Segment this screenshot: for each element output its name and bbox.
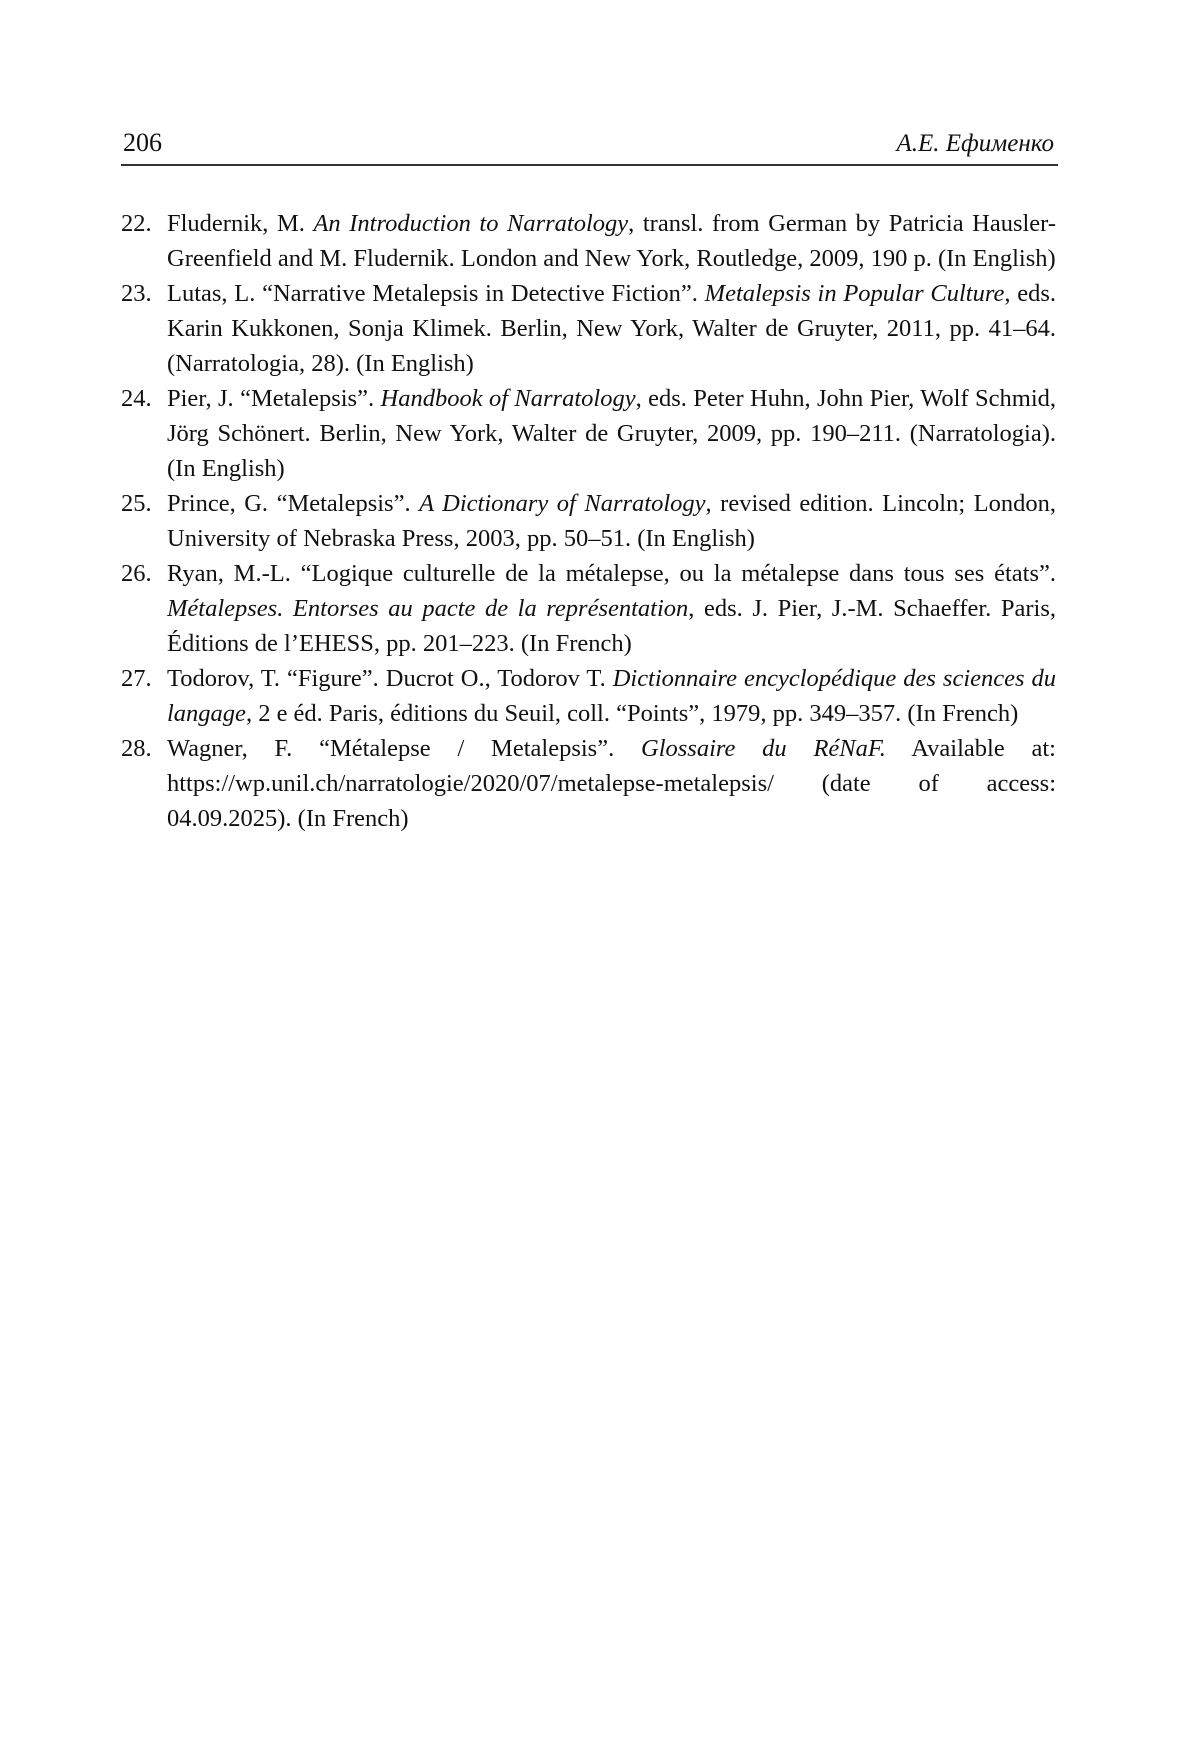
reference-text <box>167 490 1056 552</box>
reference-text <box>167 280 1056 377</box>
reference-title: A Dictionary of Narratology <box>419 490 706 517</box>
reference-title: Handbook of Narratology <box>380 385 636 412</box>
reference-segment: , revised edition. Lincoln; London, University of Nebraska Press, 2003, pp. 50–51. (In English) <box>167 490 1056 552</box>
reference-number: 27. <box>121 665 152 692</box>
reference-segment: Lutas, L. “Narrative Metalepsis in Detective Fiction”. <box>167 280 705 307</box>
reference-title: Metalepsis in Popular Culture <box>704 280 1005 307</box>
reference-segment: Wagner, F. “Métalepse / Metalepsis”. <box>167 735 641 762</box>
reference-number: 22. <box>121 210 152 237</box>
reference-segment: , eds. J. Pier, J.-M. Schaeffer. Paris, Éditions de l’EHESS, pp. 201–223. (In French) <box>167 595 1056 657</box>
reference-segment: , 2 e éd. Paris, éditions du Seuil, coll. “Points”, 1979, pp. 349–357. (In French) <box>245 700 1019 727</box>
reference-number: 26. <box>121 560 152 587</box>
page-number: 206 <box>123 128 162 157</box>
reference-item <box>121 661 1056 731</box>
reference-item <box>121 731 1056 836</box>
reference-item <box>121 556 1056 661</box>
reference-title: Métalepses. Entorses au pacte de la représentation <box>167 595 689 622</box>
reference-text <box>167 665 1056 727</box>
reference-text <box>167 210 1056 272</box>
reference-item <box>121 206 1056 276</box>
reference-segment: Prince, G. “Metalepsis”. <box>167 490 420 517</box>
reference-segment: Ryan, M.-L. “Logique culturelle de la métalepse, ou la métalepse dans tous ses états”. <box>167 560 1056 587</box>
reference-title: Glossaire du RéNaF. <box>641 735 886 762</box>
reference-text <box>167 385 1056 482</box>
reference-segment: Todorov, T. “Figure”. Ducrot O., Todorov T. <box>167 665 613 692</box>
running-header <box>121 124 1058 166</box>
reference-segment: Pier, J. “Metalepsis”. <box>167 385 381 412</box>
reference-title: Dictionnaire encyclopédique des sciences du langage <box>167 665 1056 727</box>
reference-text <box>167 735 1056 832</box>
reference-item <box>121 486 1056 556</box>
reference-item <box>121 381 1056 486</box>
reference-number: 23. <box>121 280 152 307</box>
reference-item <box>121 276 1056 381</box>
reference-text <box>167 560 1056 657</box>
reference-number: 24. <box>121 385 152 412</box>
reference-title: An Introduction to Narratology <box>313 210 629 237</box>
reference-segment: , eds. Peter Huhn, John Pier, Wolf Schmid, Jörg Schönert. Berlin, New York, Walter de Gruyter, 2009, pp. 190–211. (Narratologia). (In English) <box>167 385 1057 482</box>
reference-segment: Fludernik, M. <box>167 210 314 237</box>
reference-list <box>121 206 1056 836</box>
reference-segment: , eds. Karin Kukkonen, Sonja Klimek. Berlin, New York, Walter de Gruyter, 2011, pp. 41–64. (Narratologia, 28). (In English) <box>167 280 1056 377</box>
reference-segment: , transl. from German by Patricia Hausler-Greenfield and M. Fludernik. London and New York, Routledge, 2009, 190 p. (In English) <box>167 210 1056 272</box>
reference-number: 28. <box>121 735 152 762</box>
reference-number: 25. <box>121 490 152 517</box>
running-header-author: А.Е. Ефименко <box>896 130 1054 157</box>
reference-segment: Available at: https://wp.unil.ch/narratologie/2020/07/metalepse-metalepsis/ (date of access: 04.09.2025). (In French) <box>167 735 1056 832</box>
